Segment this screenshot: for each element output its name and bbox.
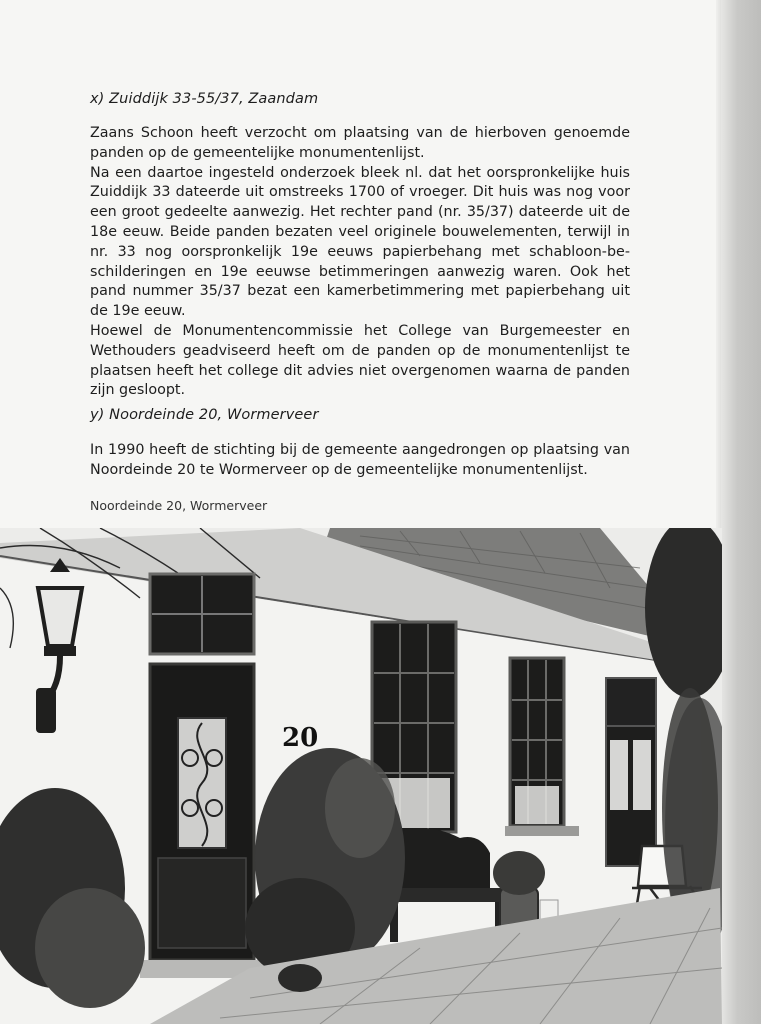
text-line: panden op de gemeentelijke monumentenlijst.	[90, 144, 425, 161]
section-x-heading: x) Zuiddijk 33-55/37, Zaandam	[90, 91, 319, 107]
text-line: schilderingen en 19e eeuwse betimmeringen aanwezig waren. Ook het	[90, 263, 630, 280]
text-line: Zaans Schoon heeft verzocht om plaatsing van de hierboven genoemde	[90, 125, 630, 141]
text-line: pand nummer 35/37 bezat een kamerbetimmering met papierbehang uit	[90, 283, 630, 300]
text-line: 18e eeuw. Beide panden bezaten veel originele bouwelementen, terwijl in	[90, 223, 630, 240]
section-x-paragraph	[90, 124, 630, 401]
text-line: Hoewel de Monumentencommissie het College van Burgemeester en	[90, 322, 630, 339]
text-line: zijn gesloopt.	[90, 382, 186, 399]
section-y-paragraph	[90, 441, 630, 481]
text-line: de 19e eeuw.	[90, 303, 186, 320]
text-line: Noordeinde 20 te Wormerveer op de gemeentelijke monumentenlijst.	[90, 461, 588, 478]
house-number: 20	[282, 723, 319, 753]
text-line: plaatsen heeft het college dit advies niet overgenomen waarna de panden	[90, 362, 630, 379]
section-y-heading: y) Noordeinde 20, Wormerveer	[90, 407, 319, 423]
page-gutter-shadow	[721, 0, 761, 1024]
text-line: Zuiddijk 33 dateerde uit omstreeks 1700 of vroeger. Dit huis was nog voor	[90, 184, 630, 201]
text-line: nr. 33 nog oorspronkelijk 19e eeuws papierbehang met schabloon-be-	[90, 243, 630, 260]
text-line: In 1990 heeft de stichting bij de gemeente aangedrongen op plaatsing van	[90, 442, 630, 458]
photo-caption: Noordeinde 20, Wormerveer	[90, 498, 268, 513]
house-photo-drawing	[0, 528, 722, 1024]
text-line: Na een daartoe ingesteld onderzoek bleek nl. dat het oorspronkelijke huis	[90, 164, 630, 181]
text-line: een groot gedeelte aanwezig. Het rechter pand (nr. 35/37) dateerde uit de	[90, 204, 630, 221]
house-photo	[0, 528, 722, 1024]
text-line: Wethouders geadviseerd heeft om de panden op de monumentenlijst te	[90, 342, 630, 359]
